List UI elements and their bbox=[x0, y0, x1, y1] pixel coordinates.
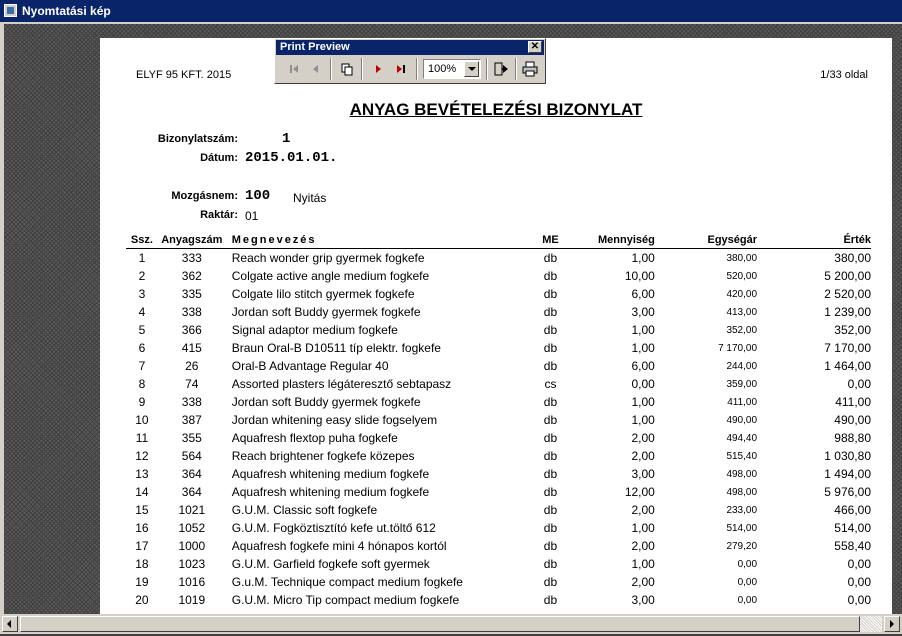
cell-megnevezes: Jordan soft Buddy gyermek fogkefe bbox=[231, 395, 421, 409]
cell-ertek: 466,00 bbox=[834, 503, 871, 517]
cell-megnevezes: Aquafresh whitening medium fogkefe bbox=[231, 467, 430, 481]
cell-ertek: 0,00 bbox=[847, 593, 871, 607]
table-row bbox=[126, 555, 871, 573]
cell-megnevezes: Aquafresh fogkefe mini 4 hónapos kortól bbox=[231, 539, 447, 553]
toolbar-separator bbox=[486, 58, 488, 80]
toolbar-separator bbox=[361, 58, 363, 80]
zoom-select[interactable] bbox=[423, 59, 481, 79]
cell-megnevezes: Reach brightener fogkefe közepes bbox=[231, 449, 415, 463]
cell-ssz: 19 bbox=[135, 575, 149, 589]
cell-me: db bbox=[543, 269, 558, 283]
cell-ssz: 16 bbox=[135, 521, 149, 535]
cell-megnevezes: Aquafresh flextop puha fogkefe bbox=[231, 431, 398, 445]
cell-ssz: 20 bbox=[135, 593, 149, 607]
cell-ssz: 7 bbox=[138, 359, 146, 373]
first-page-button[interactable] bbox=[283, 58, 305, 80]
table-row bbox=[126, 393, 871, 411]
cell-mennyiseg: 1,00 bbox=[631, 557, 655, 571]
cell-ertek: 0,00 bbox=[847, 557, 871, 571]
cell-egysegar: 0,00 bbox=[737, 576, 758, 588]
print-preview-toolbar[interactable] bbox=[274, 38, 546, 84]
cell-anyagszam: 415 bbox=[181, 341, 202, 355]
cell-megnevezes: G.U.M. Classic soft fogkefe bbox=[231, 503, 378, 517]
cell-me: db bbox=[543, 287, 558, 301]
cell-anyagszam: 564 bbox=[181, 449, 202, 463]
previous-page-button[interactable] bbox=[305, 58, 327, 80]
table-header-row bbox=[126, 232, 871, 249]
print-icon bbox=[522, 61, 538, 77]
table-row bbox=[126, 285, 871, 303]
cell-mennyiseg: 2,00 bbox=[631, 431, 655, 445]
cell-ertek: 0,00 bbox=[847, 377, 871, 391]
col-anyagszam: Anyagszám bbox=[158, 232, 226, 249]
cell-me: db bbox=[543, 467, 558, 481]
cell-megnevezes: Aquafresh whitening medium fogkefe bbox=[231, 485, 430, 499]
cell-egysegar: 7 170,00 bbox=[718, 342, 758, 354]
cell-megnevezes: Colgate lilo stitch gyermek fogkefe bbox=[231, 287, 415, 301]
cell-anyagszam: 335 bbox=[181, 287, 202, 301]
cell-me: db bbox=[543, 503, 558, 517]
cell-anyagszam: 26 bbox=[185, 359, 199, 373]
col-me: ME bbox=[531, 232, 571, 249]
cell-egysegar: 498,00 bbox=[726, 468, 758, 480]
cell-mennyiseg: 2,00 bbox=[631, 449, 655, 463]
scrollbar-thumb[interactable] bbox=[20, 616, 860, 632]
cell-anyagszam: 1016 bbox=[178, 575, 206, 589]
datum-value: 2015.01.01. bbox=[245, 150, 338, 166]
scroll-left-icon bbox=[3, 617, 17, 631]
cell-egysegar: 359,00 bbox=[726, 378, 758, 390]
cell-egysegar: 352,00 bbox=[726, 324, 758, 336]
toolbar-separator bbox=[416, 58, 418, 80]
cell-anyagszam: 338 bbox=[181, 395, 202, 409]
cell-megnevezes: Oral-B Advantage Regular 40 bbox=[231, 359, 389, 373]
cell-ssz: 15 bbox=[135, 503, 149, 517]
cell-megnevezes: Jordan whitening easy slide fogselyem bbox=[231, 413, 438, 427]
cell-anyagszam: 338 bbox=[181, 305, 202, 319]
toolbar-separator bbox=[330, 58, 332, 80]
cell-mennyiseg: 12,00 bbox=[624, 485, 655, 499]
chevron-down-icon[interactable] bbox=[464, 61, 479, 77]
table-row bbox=[126, 537, 871, 555]
cell-mennyiseg: 1,00 bbox=[631, 251, 655, 265]
cell-egysegar: 233,00 bbox=[726, 504, 758, 516]
cell-mennyiseg: 6,00 bbox=[631, 287, 655, 301]
cell-anyagszam: 74 bbox=[185, 377, 199, 391]
scroll-right-icon bbox=[885, 617, 899, 631]
cell-anyagszam: 1023 bbox=[178, 557, 206, 571]
cell-megnevezes: G.U.M. Micro Tip compact medium fogkefe bbox=[231, 593, 460, 607]
col-ertek: Érték bbox=[757, 232, 871, 249]
cell-megnevezes: G.U.M. Garfield fogkefe soft gyermek bbox=[231, 557, 430, 571]
cell-mennyiseg: 2,00 bbox=[631, 503, 655, 517]
table-row bbox=[126, 375, 871, 393]
cell-egysegar: 413,00 bbox=[726, 306, 758, 318]
table-row bbox=[126, 447, 871, 465]
cell-ertek: 352,00 bbox=[834, 323, 871, 337]
toolbar-title: Print Preview bbox=[280, 41, 350, 53]
cell-me: db bbox=[543, 593, 558, 607]
cell-ertek: 411,00 bbox=[835, 395, 871, 409]
company-name: ELYF 95 KFT. 2015 bbox=[136, 69, 232, 81]
first-page-icon bbox=[286, 61, 302, 77]
col-megnevezes: Megnevezés bbox=[226, 232, 531, 249]
cell-me: cs bbox=[544, 377, 557, 391]
table-row bbox=[126, 303, 871, 321]
horizontal-scrollbar[interactable] bbox=[0, 614, 902, 634]
cell-ssz: 10 bbox=[135, 413, 149, 427]
zoom-value: 100% bbox=[428, 63, 457, 75]
cell-megnevezes: Braun Oral-B D10511 típ elektr. fogkefe bbox=[231, 341, 441, 355]
scroll-left-button[interactable] bbox=[2, 616, 18, 632]
cell-me: db bbox=[543, 395, 558, 409]
cell-ssz: 2 bbox=[138, 269, 146, 283]
col-mennyiseg: Mennyiség bbox=[570, 232, 655, 249]
document-title: ANYAG BEVÉTELEZÉSI BIZONYLAT bbox=[349, 100, 643, 119]
cell-egysegar: 279,20 bbox=[726, 540, 758, 552]
preview-viewport[interactable] bbox=[4, 24, 902, 614]
cell-anyagszam: 366 bbox=[181, 323, 202, 337]
cell-megnevezes: Signal adaptor medium fogkefe bbox=[231, 323, 398, 337]
table-row bbox=[126, 429, 871, 447]
multi-page-button[interactable] bbox=[336, 58, 358, 80]
last-page-button[interactable] bbox=[390, 58, 412, 80]
cell-egysegar: 244,00 bbox=[726, 360, 758, 372]
multi-page-icon bbox=[339, 61, 355, 77]
cell-ertek: 7 170,00 bbox=[824, 341, 871, 355]
cell-anyagszam: 387 bbox=[181, 413, 202, 427]
cell-mennyiseg: 1,00 bbox=[631, 395, 655, 409]
cell-mennyiseg: 10,00 bbox=[624, 269, 655, 283]
cell-ssz: 13 bbox=[135, 467, 149, 481]
cell-ertek: 2 520,00 bbox=[824, 287, 871, 301]
cell-mennyiseg: 3,00 bbox=[631, 467, 655, 481]
cell-anyagszam: 364 bbox=[181, 467, 202, 481]
cell-ertek: 0,00 bbox=[847, 575, 871, 589]
table-row bbox=[126, 357, 871, 375]
cell-me: db bbox=[543, 539, 558, 553]
cell-mennyiseg: 3,00 bbox=[631, 305, 655, 319]
table-row bbox=[126, 411, 871, 429]
table-row bbox=[126, 483, 871, 501]
cell-egysegar: 498,00 bbox=[726, 486, 758, 498]
col-ssz: Ssz. bbox=[126, 232, 158, 249]
bizonylatszam-value: 1 bbox=[282, 131, 291, 147]
cell-mennyiseg: 1,00 bbox=[631, 341, 655, 355]
cell-anyagszam: 1019 bbox=[178, 593, 206, 607]
cell-mennyiseg: 1,00 bbox=[631, 521, 655, 535]
cell-me: db bbox=[543, 305, 558, 319]
toolbar-separator bbox=[515, 58, 517, 80]
items-table bbox=[126, 232, 871, 609]
mozgasnem-label: Mozgásnem: bbox=[171, 190, 238, 202]
table-row bbox=[126, 267, 871, 285]
cell-ertek: 5 200,00 bbox=[824, 269, 871, 283]
cell-ertek: 5 976,00 bbox=[824, 485, 871, 499]
page-info: 1/33 oldal bbox=[820, 69, 868, 81]
cell-ertek: 380,00 bbox=[834, 251, 871, 265]
cell-ssz: 3 bbox=[138, 287, 146, 301]
window-title: Nyomtatási kép bbox=[22, 4, 111, 18]
datum-label: Dátum: bbox=[200, 152, 238, 164]
bizonylatszam-label: Bizonylatszám: bbox=[157, 133, 238, 145]
print-button[interactable] bbox=[519, 58, 541, 80]
cell-me: db bbox=[543, 485, 558, 499]
cell-megnevezes: G.u.M. Technique compact medium fogkefe bbox=[231, 575, 463, 589]
cell-egysegar: 0,00 bbox=[737, 558, 758, 570]
cell-me: db bbox=[543, 359, 558, 373]
scroll-right-button[interactable] bbox=[884, 616, 900, 632]
cell-ssz: 8 bbox=[138, 377, 146, 391]
cell-megnevezes: Reach wonder grip gyermek fogkefe bbox=[231, 251, 425, 265]
cell-egysegar: 490,00 bbox=[726, 414, 758, 426]
cell-egysegar: 380,00 bbox=[726, 252, 758, 264]
close-preview-button[interactable] bbox=[490, 58, 512, 80]
cell-me: db bbox=[543, 251, 558, 265]
cell-megnevezes: Assorted plasters légáteresztő sebtapasz bbox=[231, 377, 452, 391]
cell-anyagszam: 1000 bbox=[178, 539, 206, 553]
toolbar-titlebar[interactable] bbox=[276, 40, 544, 55]
cell-egysegar: 494,40 bbox=[726, 432, 758, 444]
cell-egysegar: 515,40 bbox=[726, 450, 758, 462]
cell-ertek: 1 464,00 bbox=[824, 359, 871, 373]
cell-anyagszam: 364 bbox=[181, 485, 202, 499]
cell-ertek: 988,80 bbox=[834, 431, 871, 445]
cell-ssz: 18 bbox=[135, 557, 149, 571]
mozgasnem-name: Nyitás bbox=[293, 191, 327, 205]
app-icon bbox=[4, 4, 17, 17]
table-row bbox=[126, 249, 871, 268]
next-page-button[interactable] bbox=[367, 58, 389, 80]
cell-ssz: 6 bbox=[138, 341, 146, 355]
cell-egysegar: 411,00 bbox=[727, 396, 758, 408]
cell-me: db bbox=[543, 431, 558, 445]
cell-mennyiseg: 6,00 bbox=[631, 359, 655, 373]
cell-ertek: 514,00 bbox=[834, 521, 871, 535]
cell-ssz: 12 bbox=[135, 449, 149, 463]
previous-page-icon bbox=[308, 61, 324, 77]
cell-me: db bbox=[543, 557, 558, 571]
cell-me: db bbox=[543, 575, 558, 589]
cell-ssz: 4 bbox=[138, 305, 146, 319]
last-page-icon bbox=[393, 61, 409, 77]
cell-egysegar: 0,00 bbox=[737, 594, 758, 606]
cell-ertek: 558,40 bbox=[834, 539, 871, 553]
window-titlebar bbox=[0, 0, 902, 22]
cell-egysegar: 520,00 bbox=[726, 270, 758, 282]
cell-ssz: 14 bbox=[135, 485, 149, 499]
cell-mennyiseg: 1,00 bbox=[631, 413, 655, 427]
cell-anyagszam: 333 bbox=[181, 251, 202, 265]
cell-mennyiseg: 3,00 bbox=[631, 593, 655, 607]
cell-megnevezes: Colgate active angle medium fogkefe bbox=[231, 269, 430, 283]
cell-ssz: 9 bbox=[138, 395, 146, 409]
cell-megnevezes: G.U.M. Fogköztisztító kefe ut.töltő 612 bbox=[231, 521, 436, 535]
table-row bbox=[126, 501, 871, 519]
table-row bbox=[126, 573, 871, 591]
cell-anyagszam: 355 bbox=[181, 431, 202, 445]
cell-me: db bbox=[543, 341, 558, 355]
report-page bbox=[100, 38, 892, 614]
cell-mennyiseg: 0,00 bbox=[631, 377, 655, 391]
raktar-value: 01 bbox=[245, 209, 259, 223]
cell-anyagszam: 1021 bbox=[178, 503, 206, 517]
cell-ertek: 490,00 bbox=[834, 413, 871, 427]
cell-anyagszam: 1052 bbox=[178, 521, 206, 535]
cell-me: db bbox=[543, 323, 558, 337]
cell-me: db bbox=[543, 413, 558, 427]
table-row bbox=[126, 519, 871, 537]
table-row bbox=[126, 465, 871, 483]
cell-ssz: 1 bbox=[138, 251, 146, 265]
cell-mennyiseg: 2,00 bbox=[631, 575, 655, 589]
table-row bbox=[126, 339, 871, 357]
next-page-icon bbox=[370, 61, 386, 77]
mozgasnem-value: 100 bbox=[245, 188, 271, 204]
cell-anyagszam: 362 bbox=[181, 269, 202, 283]
table-row bbox=[126, 591, 871, 609]
cell-me: db bbox=[543, 521, 558, 535]
cell-ssz: 5 bbox=[138, 323, 146, 337]
raktar-label: Raktár: bbox=[200, 209, 238, 221]
cell-megnevezes: Jordan soft Buddy gyermek fogkefe bbox=[231, 305, 421, 319]
toolbar-close-button[interactable]: ✕ bbox=[528, 41, 542, 53]
close-preview-icon bbox=[493, 61, 509, 77]
cell-egysegar: 420,00 bbox=[726, 288, 758, 300]
cell-ertek: 1 030,80 bbox=[824, 449, 871, 463]
cell-ertek: 1 239,00 bbox=[824, 305, 871, 319]
cell-ssz: 11 bbox=[135, 431, 149, 445]
cell-ssz: 17 bbox=[135, 539, 149, 553]
cell-egysegar: 514,00 bbox=[726, 522, 758, 534]
cell-mennyiseg: 2,00 bbox=[631, 539, 655, 553]
col-egysegar: Egységár bbox=[655, 232, 757, 249]
cell-mennyiseg: 1,00 bbox=[631, 323, 655, 337]
cell-ertek: 1 494,00 bbox=[824, 467, 871, 481]
cell-me: db bbox=[543, 449, 558, 463]
table-row bbox=[126, 321, 871, 339]
